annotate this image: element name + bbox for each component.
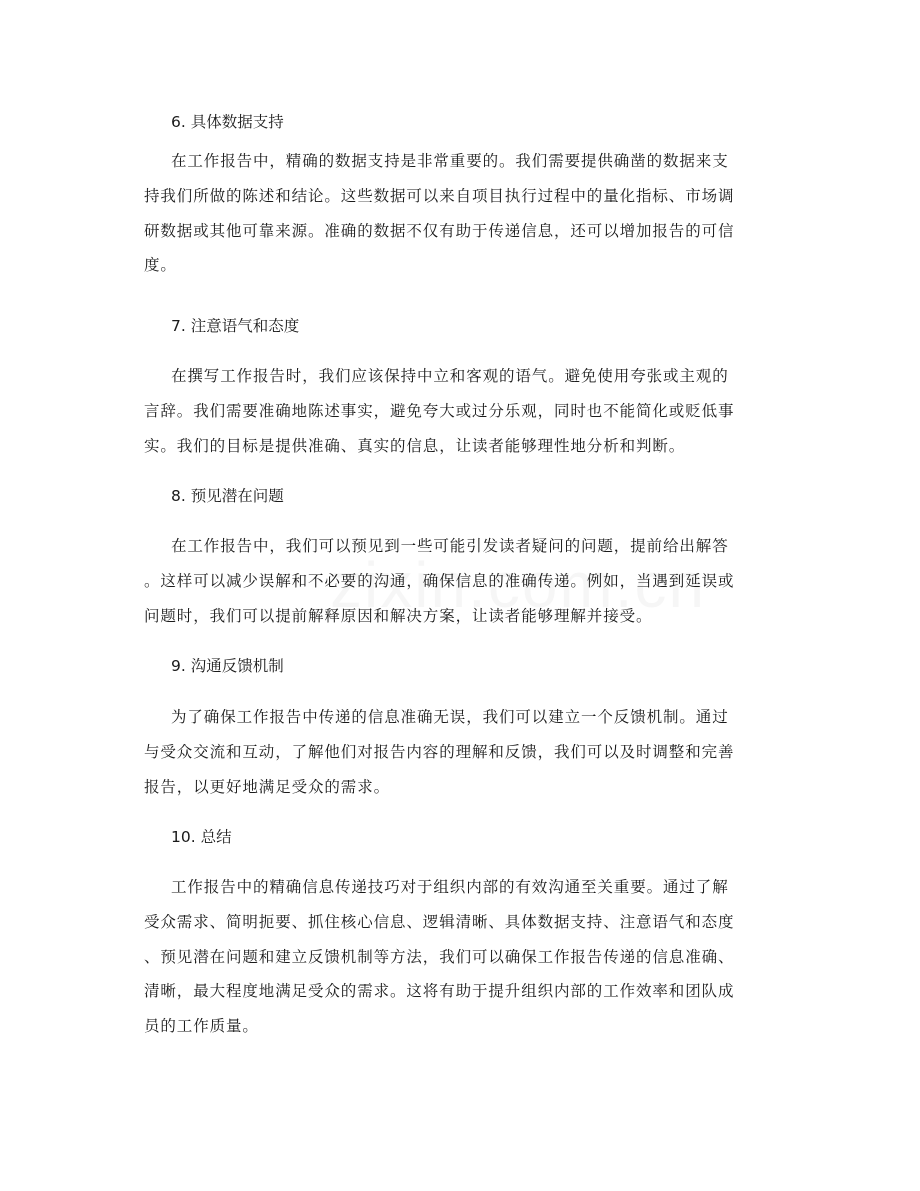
section-heading: 10. 总结 (171, 828, 232, 846)
paragraph-line: 、预见潜在问题和建立反馈机制等方法，我们可以确保工作报告传递的信息准确、 (144, 948, 735, 966)
section-heading: 7. 注意语气和态度 (171, 317, 300, 335)
paragraph-line: 为了确保工作报告中传递的信息准确无误，我们可以建立一个反馈机制。通过 (171, 708, 729, 726)
paragraph-line: 清晰，最大程度地满足受众的需求。这将有助于提升组织内部的工作效率和团队成 (144, 982, 735, 1000)
paragraph-line: 报告，以更好地满足受众的需求。 (144, 778, 391, 796)
section-heading: 6. 具体数据支持 (171, 113, 284, 131)
paragraph-line: 在撰写工作报告时，我们应该保持中立和客观的语气。避免使用夸张或主观的 (171, 367, 729, 385)
paragraph-line: 员的工作质量。 (144, 1017, 259, 1035)
paragraph-line: 问题时，我们可以提前解释原因和解决方案，让读者能够理解并接受。 (144, 607, 653, 625)
paragraph-line: 工作报告中的精确信息传递技巧对于组织内部的有效沟通至关重要。通过了解 (171, 878, 729, 896)
paragraph-line: 在工作报告中，精确的数据支持是非常重要的。我们需要提供确凿的数据来支 (171, 152, 729, 170)
section-heading: 8. 预见潜在问题 (171, 487, 284, 505)
section-heading: 9. 沟通反馈机制 (171, 657, 284, 675)
paragraph-line: 在工作报告中，我们可以预见到一些可能引发读者疑问的问题，提前给出解答 (171, 537, 729, 555)
paragraph-line: 与受众交流和互动，了解他们对报告内容的理解和反馈，我们可以及时调整和完善 (144, 743, 735, 761)
paragraph-line: 言辞。我们需要准确地陈述事实，避免夸大或过分乐观，同时也不能简化或贬低事 (144, 402, 735, 420)
paragraph-line: 实。我们的目标是提供准确、真实的信息，让读者能够理性地分析和判断。 (144, 437, 686, 455)
paragraph-line: 受众需求、简明扼要、抓住核心信息、逻辑清晰、具体数据支持、注意语气和态度 (144, 913, 735, 931)
paragraph-line: 持我们所做的陈述和结论。这些数据可以来自项目执行过程中的量化指标、市场调 (144, 187, 735, 205)
paragraph-line: 。这样可以减少误解和不必要的沟通，确保信息的准确传递。例如，当遇到延误或 (144, 572, 735, 590)
paragraph-line: 研数据或其他可靠来源。准确的数据不仅有助于传递信息，还可以增加报告的可信 (144, 222, 735, 240)
paragraph-line: 度。 (144, 256, 177, 274)
